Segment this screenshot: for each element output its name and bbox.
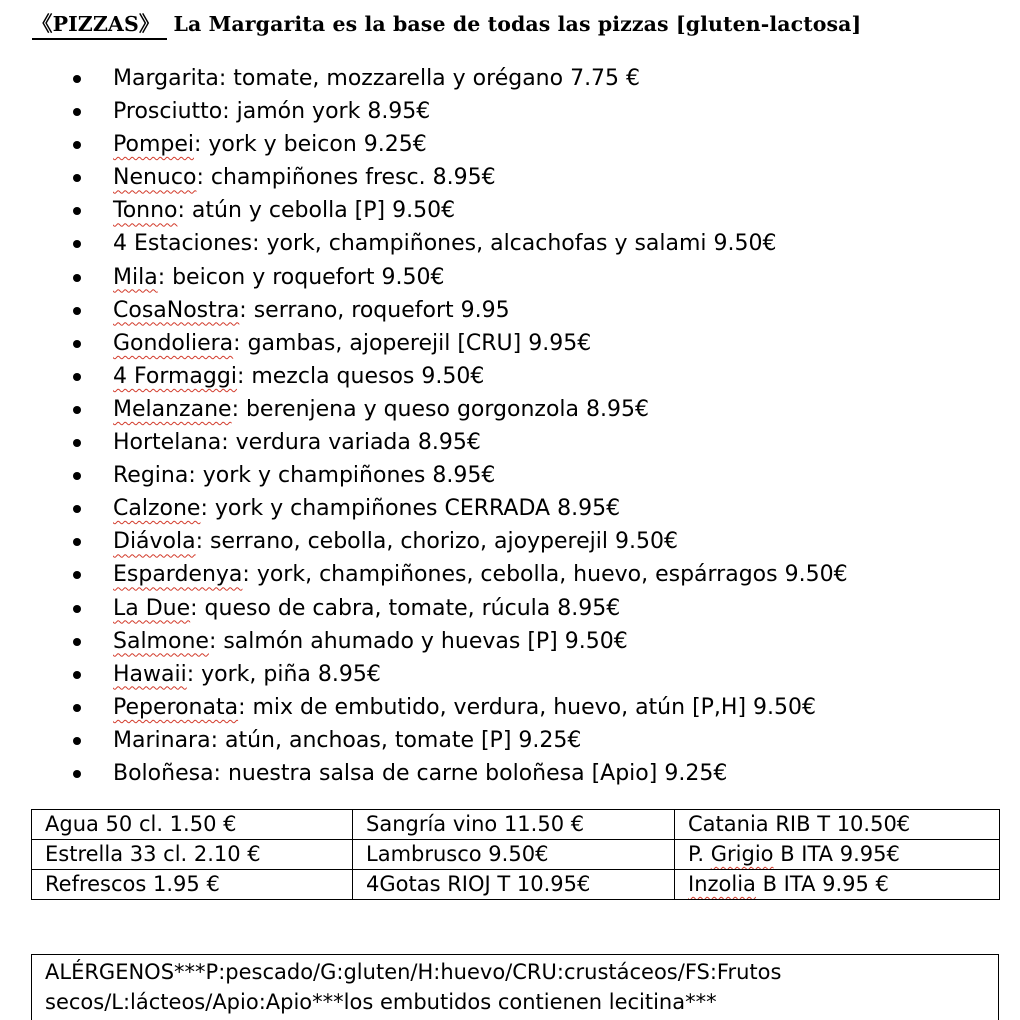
- pizza-description: : jamón york 8.95€: [222, 99, 431, 125]
- pizza-name: La Due: [113, 595, 191, 621]
- allergens-line: ALÉRGENOS***P:pescado/G:gluten/H:huevo/CRU:crustáceos/FS:Frutos: [45, 960, 782, 984]
- section-tag: 《PIZZAS》: [32, 10, 167, 40]
- pizza-description: : tomate, mozzarella y orégano 7.75 €: [218, 66, 641, 91]
- list-item: [0, 658, 848, 691]
- table-row: [32, 870, 1000, 900]
- pizza-description: : beicon y roquefort 9.50€: [157, 264, 445, 290]
- list-item: [0, 360, 848, 393]
- section-subtitle: La Margarita es la base de todas las pizzas [gluten-lactosa]: [173, 12, 862, 36]
- pizza-name: Gondoliera: [113, 330, 234, 356]
- pizza-list: [0, 62, 848, 790]
- list-item: [0, 294, 848, 327]
- pizza-description: : berenjena y queso gorgonzola 8.95€: [231, 396, 649, 422]
- drink-label: Inzolia B ITA 9.95 €: [688, 872, 889, 896]
- pizza-name: Melanzane: [113, 396, 232, 422]
- pizza-description: : salmón ahumado y huevas [P] 9.50€: [208, 628, 628, 654]
- pizza-name: Regina: [113, 463, 189, 489]
- pizza-name: Mila: [113, 264, 158, 290]
- list-item: [0, 161, 848, 194]
- pizza-name: Prosciutto: [113, 99, 223, 125]
- pizza-description: : gambas, ajoperejil [CRU] 9.95€: [233, 330, 592, 356]
- list-item: [0, 327, 848, 360]
- pizza-description: : queso de cabra, tomate, rúcula 8.95€: [190, 595, 621, 621]
- pizza-name: 4 Formaggi: [113, 363, 237, 389]
- pizza-description: : mezcla quesos 9.50€: [236, 363, 485, 389]
- drinks-table: [31, 809, 1000, 900]
- list-item: [0, 592, 848, 625]
- table-row: [32, 810, 1000, 840]
- list-item: [0, 393, 848, 426]
- list-item: [0, 62, 848, 95]
- pizza-name: Marinara: [113, 727, 211, 753]
- drink-cell: Estrella 33 cl. 2.10 €: [32, 840, 353, 870]
- list-item: [0, 426, 848, 459]
- pizza-name: Calzone: [113, 496, 201, 522]
- pizza-description: : mix de embutido, verdura, huevo, atún [P,H] 9.50€: [238, 694, 817, 720]
- pizza-name: Espardenya: [113, 562, 243, 588]
- pizza-name: Hortelana: [113, 430, 222, 456]
- pizza-name: 4 Estaciones: [113, 231, 253, 257]
- pizza-name: Peperonata: [113, 694, 239, 720]
- list-item: [0, 625, 848, 658]
- pizza-description: : serrano, roquefort 9.95: [239, 297, 510, 323]
- allergens-line: secos/L:lácteos/Apio:Apio***los embutidos contienen lecitina***: [45, 990, 717, 1014]
- pizza-description: : york, champiñones, alcachofas y salami 9.50€: [252, 231, 777, 257]
- pizza-name: Boloñesa: [113, 760, 214, 786]
- pizza-description: : atún y cebolla [P] 9.50€: [177, 198, 456, 224]
- list-item: [0, 558, 848, 591]
- pizza-description: : verdura variada 8.95€: [221, 430, 481, 456]
- pizza-name: Margarita: [113, 66, 219, 91]
- pizza-name: Nenuco: [113, 165, 197, 191]
- table-row: [32, 840, 1000, 870]
- drink-cell: [675, 840, 1000, 870]
- allergens-box: [31, 954, 999, 1020]
- menu-title: [32, 10, 861, 40]
- pizza-description: : york y champiñones CERRADA 8.95€: [200, 496, 621, 522]
- drink-cell: [675, 870, 1000, 900]
- list-item: [0, 724, 848, 757]
- pizza-name: Diávola: [113, 529, 196, 555]
- pizza-description: : york, piña 8.95€: [186, 661, 381, 687]
- pizza-description: : champiñones fresc. 8.95€: [196, 165, 496, 191]
- pizza-description: : nuestra salsa de carne boloñesa [Apio] 9.25€: [213, 760, 728, 786]
- list-item: [0, 227, 848, 260]
- list-item: [0, 95, 848, 128]
- pizza-description: : york y champiñones 8.95€: [188, 463, 496, 489]
- list-item: [0, 757, 848, 790]
- pizza-description: : atún, anchoas, tomate [P] 9.25€: [210, 727, 582, 753]
- pizza-description: : york, champiñones, cebolla, huevo, espárragos 9.50€: [242, 562, 848, 588]
- pizza-name: Hawaii: [113, 661, 187, 687]
- drink-cell: Sangría vino 11.50 €: [353, 810, 675, 840]
- drink-cell: Agua 50 cl. 1.50 €: [32, 810, 353, 840]
- list-item: [0, 194, 848, 227]
- pizza-name: Pompei: [113, 132, 194, 158]
- list-item: [0, 691, 848, 724]
- drink-cell: Catania RIB T 10.50€: [675, 810, 1000, 840]
- list-item: [0, 525, 848, 558]
- pizza-name: Salmone: [113, 628, 209, 654]
- drink-cell: Refrescos 1.95 €: [32, 870, 353, 900]
- pizza-description: : serrano, cebolla, chorizo, ajoyperejil 9.50€: [195, 529, 678, 555]
- pizza-description: : york y beicon 9.25€: [194, 132, 427, 158]
- drink-cell: Lambrusco 9.50€: [353, 840, 675, 870]
- list-item: [0, 261, 848, 294]
- list-item: [0, 128, 848, 161]
- list-item: [0, 492, 848, 525]
- drink-label: P. Grigio B ITA 9.95€: [688, 842, 900, 866]
- list-item: [0, 459, 848, 492]
- drink-cell: 4Gotas RIOJ T 10.95€: [353, 870, 675, 900]
- pizza-name: Tonno: [113, 198, 178, 224]
- pizza-name: CosaNostra: [113, 297, 240, 323]
